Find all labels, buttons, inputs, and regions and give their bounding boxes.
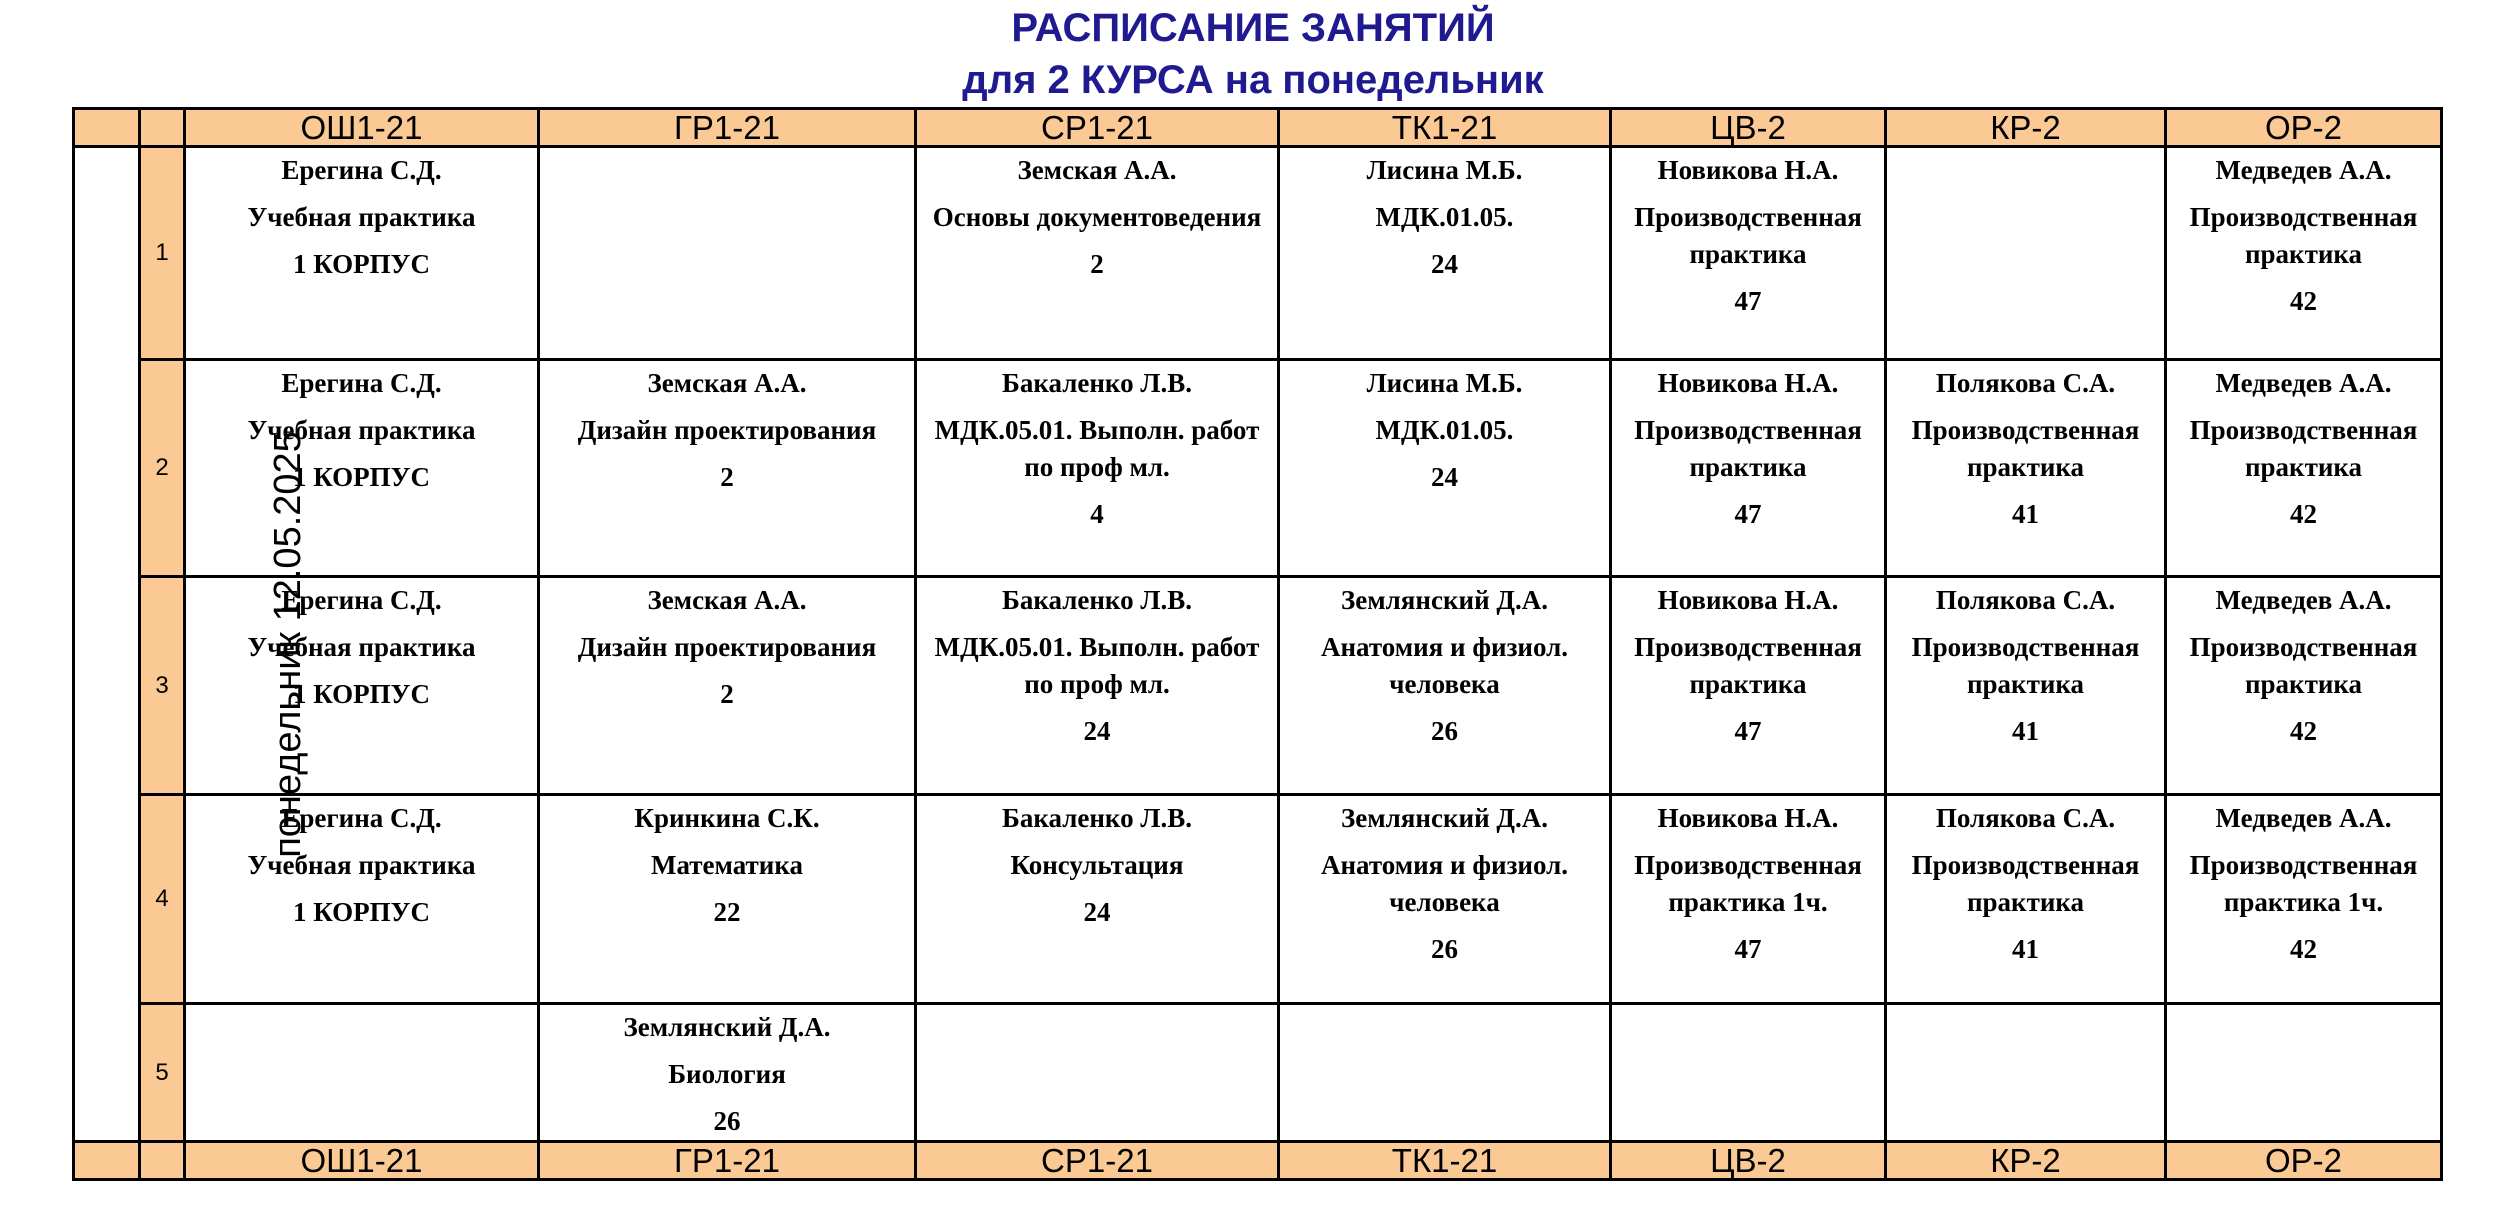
lesson-cell: [1886, 360, 2166, 577]
lesson-cell: [916, 147, 1279, 360]
teacher-name: Ерегина С.Д.: [281, 368, 442, 398]
room-number: 24: [1431, 249, 1458, 279]
subject-name: МДК.01.05.: [1375, 415, 1514, 445]
lesson-cell: [1886, 577, 2166, 795]
subject-name: Учебная практика: [247, 850, 476, 880]
subject-name: Учебная практика: [247, 632, 476, 662]
lesson-cell: [539, 147, 916, 360]
lesson-cell: [1279, 360, 1611, 577]
page-title: РАСПИСАНИЕ ЗАНЯТИЙ: [1011, 6, 1495, 50]
teacher-name: Земская А.А.: [647, 368, 807, 398]
lesson-cell: [1611, 1004, 1886, 1142]
lesson-number: 1: [140, 147, 185, 360]
lesson-cell: [539, 577, 916, 795]
teacher-name: Бакаленко Л.В.: [1001, 368, 1192, 398]
teacher-name: [1612, 1005, 1884, 1009]
lesson-cell: [539, 795, 916, 1004]
subject-name: Производственная практика 1ч.: [1634, 850, 1862, 917]
teacher-name: Землянский Д.А.: [1341, 585, 1548, 615]
group-header: СР1-21: [916, 109, 1279, 147]
lesson-row: [74, 360, 2442, 577]
teacher-name: Лисина М.Б.: [1366, 155, 1523, 185]
room-number: 22: [713, 897, 741, 927]
lesson-cell: [1611, 577, 1886, 795]
lesson-row: [74, 577, 2442, 795]
subject-name: Математика: [650, 850, 803, 880]
lesson-number: 3: [140, 577, 185, 795]
lesson-cell: [1279, 1004, 1611, 1142]
group-header: ГР1-21: [539, 109, 916, 147]
subject-name: МДК.05.01. Выполн. работ по проф мл.: [934, 415, 1260, 482]
teacher-name: [186, 1005, 537, 1009]
lesson-cell: [185, 795, 539, 1004]
subject-name: Консультация: [1010, 850, 1184, 880]
day-label: понедельник 12.05.2025: [266, 430, 309, 858]
lesson-row: [74, 795, 2442, 1004]
room-number: 42: [2290, 934, 2317, 964]
room-number: 42: [2290, 716, 2317, 746]
room-number: 47: [1734, 499, 1762, 529]
teacher-name: Землянский Д.А.: [1341, 803, 1548, 833]
room-number: 1 КОРПУС: [293, 462, 430, 492]
header-corner: [74, 109, 140, 147]
subject-name: МДК.05.01. Выполн. работ по проф мл.: [934, 632, 1260, 699]
page-subtitle: для 2 КУРСА на понедельник: [962, 58, 1544, 102]
lesson-cell: [185, 577, 539, 795]
subject-name: Производственная практика 1ч.: [2189, 850, 2418, 917]
subject-name: Анатомия и физиол. человека: [1320, 850, 1569, 917]
room-number: 47: [1734, 716, 1762, 746]
room-number: 26: [1431, 716, 1458, 746]
lesson-cell: [539, 1004, 916, 1142]
teacher-name: [540, 148, 914, 152]
lesson-cell: [916, 360, 1279, 577]
group-header: КР-2: [1886, 109, 2166, 147]
subject-name: Биология: [668, 1059, 786, 1089]
footer-corner-num: [140, 1142, 185, 1180]
room-number: 42: [2290, 286, 2317, 316]
teacher-name: Полякова С.А.: [1935, 368, 2116, 398]
room-number: 24: [1083, 897, 1111, 927]
room-number: 4: [1090, 499, 1104, 529]
teacher-name: [1887, 1005, 2164, 1009]
teacher-name: Медведев А.А.: [2215, 585, 2392, 615]
room-number: 1 КОРПУС: [293, 897, 430, 927]
group-header: ЦВ-2: [1611, 109, 1886, 147]
subject-name: Производственная практика: [2189, 202, 2418, 269]
subject-name: Производственная практика: [1634, 415, 1862, 482]
room-number: 2: [720, 462, 734, 492]
group-footer: КР-2: [1886, 1142, 2166, 1180]
room-number: 41: [2012, 716, 2039, 746]
teacher-name: Кринкина С.К.: [634, 803, 820, 833]
subject-name: МДК.01.05.: [1375, 202, 1514, 232]
teacher-name: [917, 1005, 1277, 1009]
lesson-cell: [916, 1004, 1279, 1142]
teacher-name: Ерегина С.Д.: [281, 803, 442, 833]
subject-name: Производственная практика: [2189, 632, 2418, 699]
lesson-cell: [185, 147, 539, 360]
teacher-name: Земская А.А.: [1017, 155, 1177, 185]
room-number: 47: [1734, 934, 1762, 964]
teacher-name: [1280, 1005, 1609, 1009]
lesson-cell: [1279, 795, 1611, 1004]
teacher-name: [1887, 148, 2164, 152]
subject-name: Производственная практика: [1911, 415, 2140, 482]
teacher-name: Полякова С.А.: [1935, 585, 2116, 615]
teacher-name: [2167, 1005, 2440, 1009]
header-corner-num: [140, 109, 185, 147]
group-footer: СР1-21: [916, 1142, 1279, 1180]
lesson-cell: [1279, 147, 1611, 360]
lesson-cell: [2166, 577, 2442, 795]
footer-corner: [74, 1142, 140, 1180]
subject-name: Основы документоведения: [932, 202, 1262, 232]
room-number: 42: [2290, 499, 2317, 529]
header-row-top: [74, 109, 2442, 147]
subject-name: Учебная практика: [247, 202, 476, 232]
lesson-cell: [1886, 1004, 2166, 1142]
lesson-cell: [1611, 360, 1886, 577]
subject-name: Производственная практика: [1634, 632, 1862, 699]
teacher-name: Земская А.А.: [647, 585, 807, 615]
schedule-table: [72, 107, 2443, 1181]
subject-name: Производственная практика: [2189, 415, 2418, 482]
group-footer: ЦВ-2: [1611, 1142, 1886, 1180]
lesson-cell: [1886, 147, 2166, 360]
subject-name: Производственная практика: [1911, 850, 2140, 917]
room-number: 1 КОРПУС: [293, 679, 430, 709]
teacher-name: Новикова Н.А.: [1657, 368, 1839, 398]
room-number: 24: [1431, 462, 1458, 492]
header-row-bottom: [74, 1142, 2442, 1180]
room-number: 47: [1734, 286, 1762, 316]
teacher-name: Ерегина С.Д.: [281, 585, 442, 615]
subject-name: Учебная практика: [247, 415, 476, 445]
room-number: 26: [1431, 934, 1458, 964]
lesson-cell: [1279, 577, 1611, 795]
room-number: 41: [2012, 934, 2039, 964]
group-header: ОШ1-21: [185, 109, 539, 147]
lesson-number: 4: [140, 795, 185, 1004]
teacher-name: Медведев А.А.: [2215, 155, 2392, 185]
subject-name: Дизайн проектирования: [577, 415, 877, 445]
subject-name: Анатомия и физиол. человека: [1320, 632, 1569, 699]
group-footer: ТК1-21: [1279, 1142, 1611, 1180]
lesson-row: [74, 147, 2442, 360]
teacher-name: Медведев А.А.: [2215, 803, 2392, 833]
room-number: 2: [720, 679, 734, 709]
lesson-cell: [539, 360, 916, 577]
lesson-cell: [2166, 795, 2442, 1004]
lesson-cell: [916, 577, 1279, 795]
lesson-cell: [1886, 795, 2166, 1004]
lesson-cell: [2166, 147, 2442, 360]
lesson-cell: [185, 360, 539, 577]
group-footer: ОР-2: [2166, 1142, 2442, 1180]
room-number: 2: [1090, 249, 1104, 279]
lesson-row: [74, 1004, 2442, 1142]
subject-name: Производственная практика: [1911, 632, 2140, 699]
lesson-cell: [2166, 360, 2442, 577]
room-number: 24: [1083, 716, 1111, 746]
room-number: 26: [713, 1106, 741, 1136]
teacher-name: Новикова Н.А.: [1657, 803, 1839, 833]
teacher-name: Лисина М.Б.: [1366, 368, 1523, 398]
lesson-cell: [916, 795, 1279, 1004]
teacher-name: Новикова Н.А.: [1657, 585, 1839, 615]
lesson-cell: [1611, 795, 1886, 1004]
subject-name: Дизайн проектирования: [577, 632, 877, 662]
teacher-name: Полякова С.А.: [1935, 803, 2116, 833]
group-header: ОР-2: [2166, 109, 2442, 147]
subject-name: Производственная практика: [1634, 202, 1862, 269]
teacher-name: Землянский Д.А.: [623, 1012, 831, 1042]
lesson-cell: [1611, 147, 1886, 360]
teacher-name: Ерегина С.Д.: [281, 155, 442, 185]
teacher-name: Бакаленко Л.В.: [1001, 585, 1192, 615]
lesson-cell: [185, 1004, 539, 1142]
teacher-name: Новикова Н.А.: [1657, 155, 1839, 185]
teacher-name: Бакаленко Л.В.: [1001, 803, 1192, 833]
group-footer: ГР1-21: [539, 1142, 916, 1180]
group-footer: ОШ1-21: [185, 1142, 539, 1180]
group-header: ТК1-21: [1279, 109, 1611, 147]
lesson-number: 2: [140, 360, 185, 577]
day-cell: [74, 147, 309, 1142]
lesson-number: 5: [140, 1004, 185, 1142]
teacher-name: Медведев А.А.: [2215, 368, 2392, 398]
room-number: 1 КОРПУС: [293, 249, 430, 279]
room-number: 41: [2012, 499, 2039, 529]
lesson-cell: [2166, 1004, 2442, 1142]
